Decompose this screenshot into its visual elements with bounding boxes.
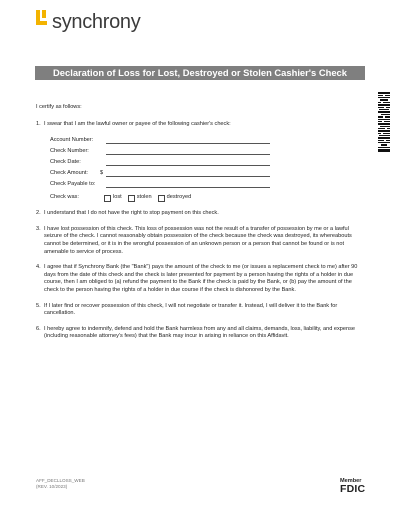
option-stolen (128, 194, 152, 202)
check-number-field[interactable] (106, 147, 270, 155)
check-number-label: Check Number: (50, 147, 89, 154)
statement-text: I swear that I am the lawful owner or payee of the following cashier's check: (44, 120, 231, 127)
form-code (36, 478, 85, 490)
check-date-row (50, 155, 362, 166)
check-date-field[interactable] (106, 158, 270, 166)
check-number-row (50, 144, 362, 155)
intro-text: I certify as follows: (36, 104, 82, 110)
check-details-fields (50, 133, 362, 202)
account-number-label: Account Number: (50, 136, 94, 143)
statement-number: 4. (36, 264, 41, 271)
statement-5 (36, 303, 362, 318)
barcode-icon (378, 92, 390, 152)
check-amount-label: Check Amount: (50, 169, 88, 176)
lost-label: lost (113, 194, 122, 201)
form-code-line-2: (REV. 10/2023) (36, 484, 68, 489)
currency-symbol: $ (100, 169, 104, 176)
stolen-checkbox[interactable] (128, 195, 135, 202)
statement-number: 3. (36, 225, 41, 232)
brand-name: synchrony (52, 11, 141, 33)
fdic-name: FDIC (340, 483, 366, 495)
statement-4 (36, 264, 362, 294)
account-number-field[interactable] (106, 136, 270, 144)
synchrony-logo (34, 10, 140, 32)
option-lost (104, 194, 122, 202)
statement-number: 5. (36, 302, 41, 309)
form-title: Declaration of Loss for Lost, Destroyed or Stolen Cashier's Check (35, 66, 365, 80)
statement-text: I hereby agree to indemnify, defend and hold the Bank harmless from any and all claims, demands, loss, liability, and expense (including reasonable attorney's fees) that the Bank may incur in arising in reliance on this Affidavit. (44, 325, 356, 340)
statement-1 (36, 121, 362, 203)
statement-number: 2. (36, 210, 41, 217)
check-was-label: Check was: (50, 194, 79, 201)
statement-number: 6. (36, 325, 41, 332)
fdic-member-label: Member (340, 478, 362, 484)
check-payable-field[interactable] (106, 180, 270, 188)
check-payable-row (50, 177, 362, 188)
check-amount-field[interactable] (106, 169, 270, 177)
synchrony-logo-mark-icon (34, 10, 48, 32)
check-amount-row (50, 166, 362, 177)
statement-number: 1. (36, 120, 41, 127)
statement-3 (36, 226, 362, 256)
check-date-label: Check Date: (50, 158, 81, 165)
option-destroyed (158, 194, 192, 202)
stolen-label: stolen (136, 194, 152, 201)
fdic-badge (340, 478, 365, 495)
check-status-row (50, 194, 362, 202)
statement-text: I understand that I do not have the right to stop payment on this check. (44, 210, 219, 217)
destroyed-label: destroyed (166, 194, 192, 201)
lost-checkbox[interactable] (104, 195, 111, 202)
statement-2 (36, 210, 362, 218)
statement-6 (36, 326, 362, 341)
destroyed-checkbox[interactable] (158, 195, 165, 202)
form-code-line-1: AFF_DECLLOSS_WEB (36, 478, 85, 483)
statement-text: I agree that if Synchrony Bank (the "Bank") pays the amount of the check to me (or issues a replacement check to me) after 90 days from the date of this check and the check is later presented for payment by a person having the rights of a holder in due course, then I am obliged to (a) refund the payment to the Bank if the check is paid by the Bank, or (b) pay the amount of the check to the person having the rights of a holder in due course if the check is dishonored by the Bank. (44, 264, 358, 293)
statement-text: If I later find or recover possession of this check, I will not negotiate or transfer it. Instead, I will deliver it to the Bank for cancellation. (44, 302, 338, 317)
check-payable-label: Check Payable to: (50, 180, 96, 187)
account-number-row (50, 133, 362, 144)
statement-text: I have lost possession of this check. This loss of possession was not the result of a transfer of possession by me or a lawful seizure of the check. I cannot reasonably obtain possession of the check because the check was destroyed, its whereabouts cannot be determined, or it is in the wrongful possession of an unknown person or a person that cannot be found or is not amenable to service of process. (44, 225, 352, 255)
form-body (36, 104, 362, 349)
